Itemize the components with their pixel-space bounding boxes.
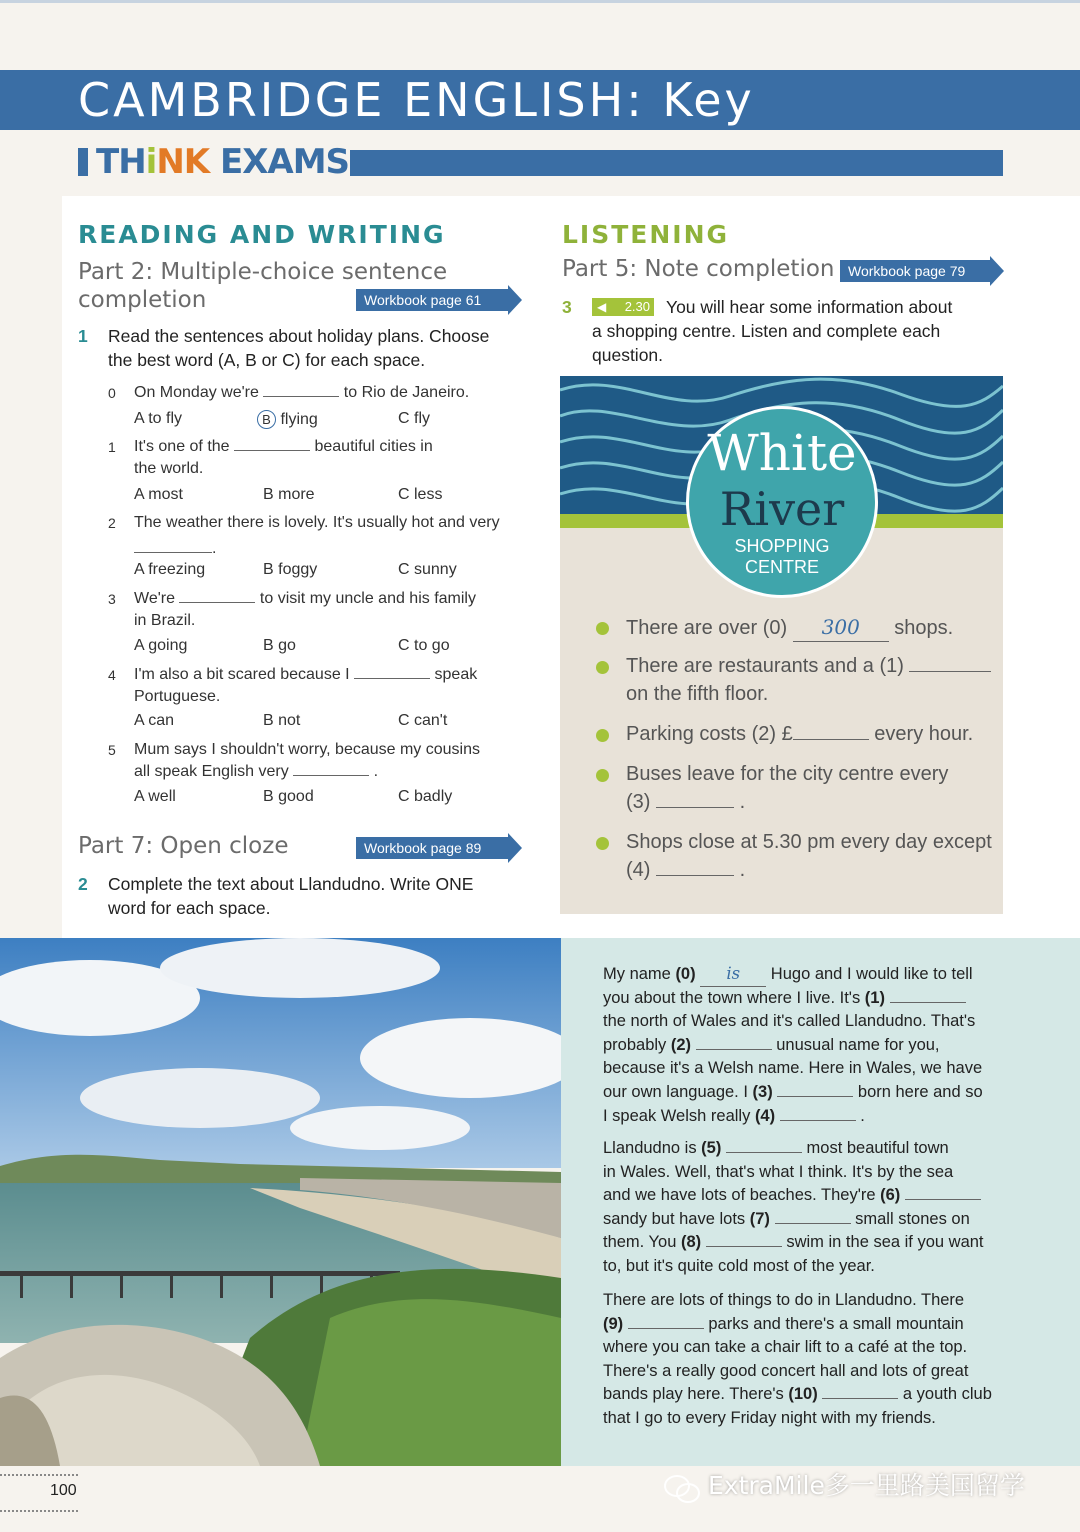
think-exams-banner (78, 142, 1003, 182)
part7-instruction: 2 Complete the text about Llandudno. Write ONE word for each space. (78, 874, 474, 918)
question-3: 3 We're to visit my uncle and his family in Brazil. (108, 590, 476, 629)
note-item-0: There are over (0) 300 shops. (596, 613, 996, 642)
think-exams-logo: THiNK EXAMS (96, 142, 350, 182)
reading-writing-heading: READING AND WRITING (78, 220, 446, 249)
q1-option-b: B more (263, 486, 315, 503)
q0-option-b: B flying (257, 410, 318, 429)
question-5: 5 Mum says I shouldn't worry, because my cousins all speak English very . (108, 741, 480, 780)
question-1: 1 It's one of the beautiful cities in the world. (108, 438, 433, 477)
q2-option-b: B foggy (263, 561, 318, 578)
note-item-3: Buses leave for the city centre every (3) . (596, 760, 996, 816)
cloze-paragraph-2: Llandudno is (5) most beautiful town in Wales. Well, that's what I think. It's by the sea and we have lots of beaches. They're (6) sandy but have lots (7) small stones on them. You (8) swim in the sea if you want to, but it's quite cold most of the year. (603, 1139, 984, 1275)
note-item-4: Shops close at 5.30 pm every day except (4) . (596, 828, 996, 884)
q4-option-a: A can (134, 712, 175, 729)
question-0: 0 On Monday we're to Rio de Janeiro. (108, 384, 470, 401)
part2-instruction: 1 Read the sentences about holiday plans. Choose the best word (A, B or C) for each space. (78, 326, 490, 370)
q3-option-a: A going (134, 637, 188, 654)
part5-title: Part 5: Note completion (562, 256, 835, 282)
cloze-paragraph-1: My name (0) is Hugo and I would like to tell you about the town where I live. It's (1) the north of Wales and it's called Llandudno. That's probably (2) unusual name for you, because it's a Welsh name. Here in Wales, we have our own language. I (3) born here and so I speak Welsh really (4) . (603, 964, 983, 1125)
listening-heading: LISTENING (562, 220, 730, 249)
page-number-rule-bottom (0, 1510, 78, 1512)
badge-white: White (707, 424, 857, 482)
workbook-link-79[interactable]: Workbook page 79 (840, 256, 1004, 286)
page-title: CAMBRIDGE ENGLISH: Key (78, 73, 755, 127)
note-item-1: There are restaurants and a (1) on the fifth floor. (596, 652, 996, 708)
wechat-icon (664, 1473, 698, 1501)
workbook-link-61[interactable]: Workbook page 61 (356, 285, 522, 315)
q3-option-c: C to go (398, 637, 450, 654)
speaker-icon: ◀ (597, 300, 607, 314)
banner-mark (78, 148, 88, 176)
llandudno-photo (0, 938, 561, 1466)
audio-track-badge[interactable]: ◀ 2.30 (592, 298, 654, 316)
cloze-paragraph-3: There are lots of things to do in Llandudno. There (9) parks and there's a small mountain where you can take a chair lift to a café at the top. There's a really good concert hall and lots of great bands play here. There's (10) a youth club that I go to every Friday night with my friends. (603, 1291, 992, 1427)
q4-option-b: B not (263, 712, 301, 729)
badge-subtitle: SHOPPING CENTRE (734, 536, 830, 577)
page-number: 100 (50, 1482, 77, 1499)
part7-title: Part 7: Open cloze (78, 833, 289, 859)
q0-option-c: C fly (398, 410, 430, 427)
q4-option-c: C can't (398, 712, 448, 729)
page-number-rule-top (0, 1474, 78, 1476)
q1-option-a: A most (134, 486, 183, 503)
q5-option-b: B good (263, 788, 314, 805)
q5-option-a: A well (134, 788, 176, 805)
question-2: 2 The weather there is lovely. It's usually hot and very . (108, 514, 500, 557)
q2-option-c: C sunny (398, 561, 457, 578)
q2-option-a: A freezing (134, 561, 206, 578)
q0-option-a: A to fly (134, 410, 183, 427)
badge-river: River (719, 482, 845, 536)
banner-bar (350, 150, 1003, 176)
part2-title: Part 2: Multiple-choice sentence completion (78, 259, 448, 313)
part5-instruction: 3 ◀ 2.30 You will hear some information about a shopping centre. Listen and complete each question. (562, 297, 953, 365)
q5-option-c: C badly (398, 788, 453, 805)
answer-is: is (700, 962, 766, 987)
answer-300: 300 (793, 613, 889, 642)
watermark: ExtraMile多一里路美国留学 (664, 1466, 1025, 1506)
q1-option-c: C less (398, 486, 443, 503)
q3-option-b: B go (263, 637, 296, 654)
workbook-link-89[interactable]: Workbook page 89 (356, 833, 522, 863)
question-4: 4 I'm also a bit scared because I speak Portuguese. (108, 666, 478, 705)
circled-answer: B (257, 410, 276, 429)
top-rule (0, 0, 1080, 3)
note-item-2: Parking costs (2) £ every hour. (596, 720, 996, 748)
